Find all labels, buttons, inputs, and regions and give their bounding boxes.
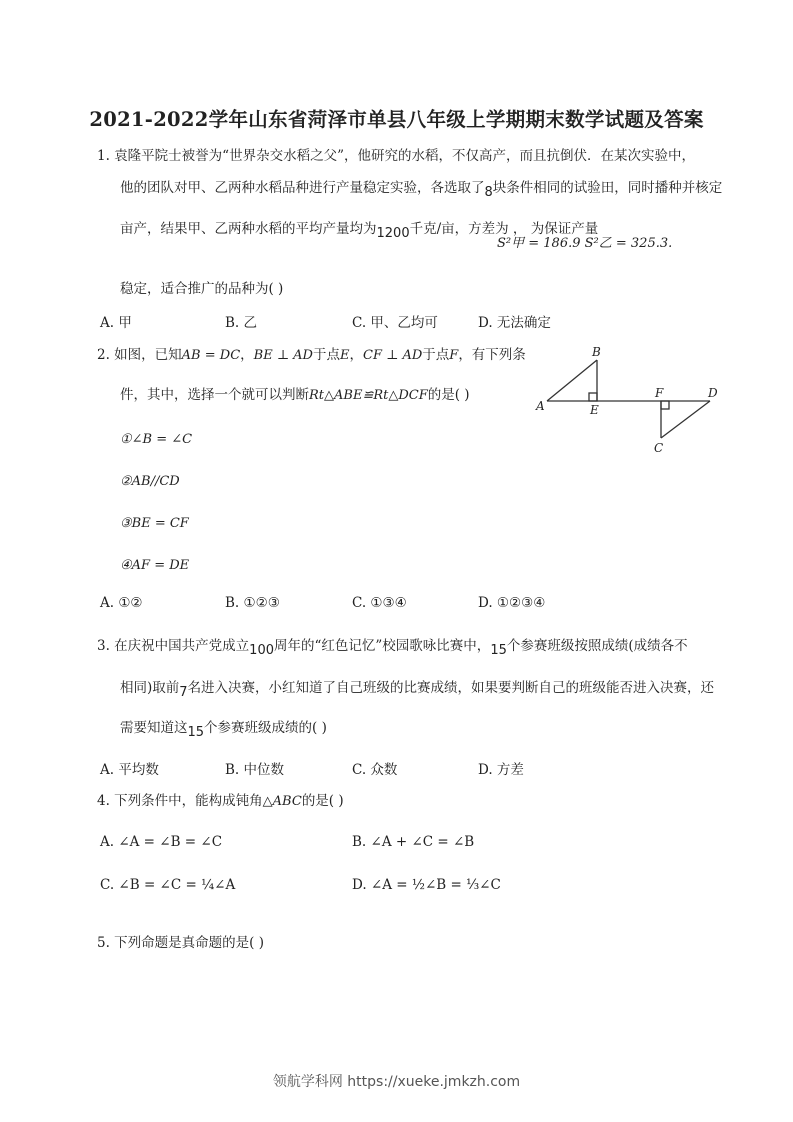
math-expression: F — [449, 348, 459, 363]
text-line — [497, 233, 672, 254]
number: 1200 — [376, 226, 410, 241]
answer-option: A. ①② — [100, 595, 143, 611]
text-line — [97, 146, 695, 166]
text-segment: 他的团队对甲、乙两种水稻品种进行产量稳定实验，各选取了 — [120, 180, 485, 196]
text-line — [120, 471, 180, 492]
math-expression: Rt△ABE≌Rt△DCF — [309, 388, 428, 403]
text-line — [120, 718, 327, 739]
text-segment: ， — [240, 347, 254, 363]
text-segment: 的是( ) — [427, 387, 470, 403]
footer-watermark: 领航学科网 https://xueke.jmkzh.com — [272, 1074, 521, 1090]
label-d: D — [708, 386, 718, 400]
answer-option: C. 甲、乙均可 — [352, 315, 438, 331]
number: 7 — [179, 685, 188, 700]
answer-option: C. ∠B = ∠C = ¼∠A — [100, 877, 236, 893]
page-title: 2021-2022学年山东省菏泽市单县八年级上学期期末数学试题及答案 — [89, 108, 704, 131]
number: 100 — [249, 643, 274, 658]
answer-option: D. ∠A = ½∠B = ⅓∠C — [352, 877, 501, 893]
math-expression: ①∠B = ∠C — [120, 432, 193, 447]
answer-option: A. ∠A = ∠B = ∠C — [100, 834, 223, 850]
text-segment: 4. 下列条件中，能构成钝角 — [97, 793, 263, 809]
answer-option: D. 方差 — [478, 762, 524, 778]
answer-option: B. 乙 — [225, 315, 258, 331]
text-line — [97, 636, 688, 657]
text-segment: 个参赛班级成绩的( ) — [204, 720, 327, 736]
answer-option: D. 无法确定 — [478, 315, 551, 331]
math-expression: S²甲 = 186.9 S²乙 = 325.3. — [497, 236, 673, 251]
math-expression: ③BE = CF — [120, 516, 189, 531]
text-segment: 周年的“红色记忆”校园歌咏比赛中， — [274, 638, 491, 654]
answer-option: A. 平均数 — [100, 762, 159, 778]
text-segment: 件，其中，选择一个就可以判断 — [120, 387, 309, 403]
text-segment: 3. 在庆祝中国共产党成立 — [97, 638, 250, 654]
number: 8 — [484, 185, 493, 200]
number: 15 — [187, 725, 205, 740]
math-expression: ②AB//CD — [120, 474, 180, 489]
text-line — [97, 791, 344, 812]
segment-cd — [661, 401, 710, 438]
geometry-figure — [530, 340, 730, 460]
answer-option: B. ∠A + ∠C = ∠B — [352, 834, 475, 850]
text-segment: 名进入决赛，小红知道了自己班级的比赛成绩，如果要判断自己的班级能否进入决赛，还 — [187, 680, 715, 696]
text-segment: 需要知道这 — [120, 720, 188, 736]
text-line — [120, 513, 189, 534]
text-segment: 于点 — [422, 347, 450, 363]
right-angle-f — [661, 401, 669, 409]
answer-option: D. ①②③④ — [478, 595, 546, 611]
number: 15 — [490, 643, 507, 658]
text-line — [120, 555, 189, 576]
label-f: F — [655, 386, 664, 400]
text-segment: 1. 袁隆平院士被誉为“世界杂交水稻之父”，他研究的水稻，不仅高产，而且抗倒伏．在某次实验中， — [97, 148, 695, 164]
math-expression: ④AF = DE — [120, 558, 190, 573]
text-segment: 个参赛班级按照成绩(成绩各不 — [506, 638, 688, 654]
label-a: A — [536, 399, 545, 413]
label-c: C — [654, 441, 664, 455]
text-segment: ， — [349, 347, 363, 363]
answer-option: C. 众数 — [352, 762, 398, 778]
text-line — [120, 178, 722, 199]
math-expression: CF ⊥ AD — [363, 348, 423, 363]
text-segment: 稳定，适合推广的品种为( ) — [120, 281, 284, 297]
text-line — [97, 345, 526, 366]
text-segment: 于点 — [313, 347, 340, 363]
math-expression: E — [340, 348, 350, 363]
text-segment: 亩产，结果甲、乙两种水稻的平均产量均为 — [120, 221, 377, 237]
text-line — [120, 385, 470, 406]
answer-option: B. ①②③ — [225, 595, 280, 611]
text-line — [120, 678, 714, 699]
answer-option: A. 甲 — [100, 315, 132, 331]
text-segment: 相同)取前 — [120, 680, 180, 696]
text-segment: ，有下列条 — [458, 347, 526, 363]
text-segment: 千克/亩，方差为 ， 为保证产量 — [409, 221, 599, 237]
math-expression: BE ⊥ AD — [253, 348, 313, 363]
answer-option: C. ①③④ — [352, 595, 407, 611]
right-angle-e — [589, 393, 597, 401]
text-line — [97, 933, 264, 953]
text-segment: 块条件相同的试验田，同时播种并核定 — [492, 180, 723, 196]
answer-option: B. 中位数 — [225, 762, 285, 778]
text-segment: 5. 下列命题是真命题的是( ) — [97, 935, 264, 951]
label-b: B — [592, 345, 601, 359]
text-line — [120, 279, 283, 299]
text-segment: 2. 如图，已知 — [97, 347, 182, 363]
label-e: E — [590, 403, 599, 417]
text-line — [120, 429, 192, 450]
math-expression: AB = DC — [181, 348, 241, 363]
text-segment: 的是( ) — [301, 793, 344, 809]
math-expression: △ABC — [262, 794, 302, 809]
